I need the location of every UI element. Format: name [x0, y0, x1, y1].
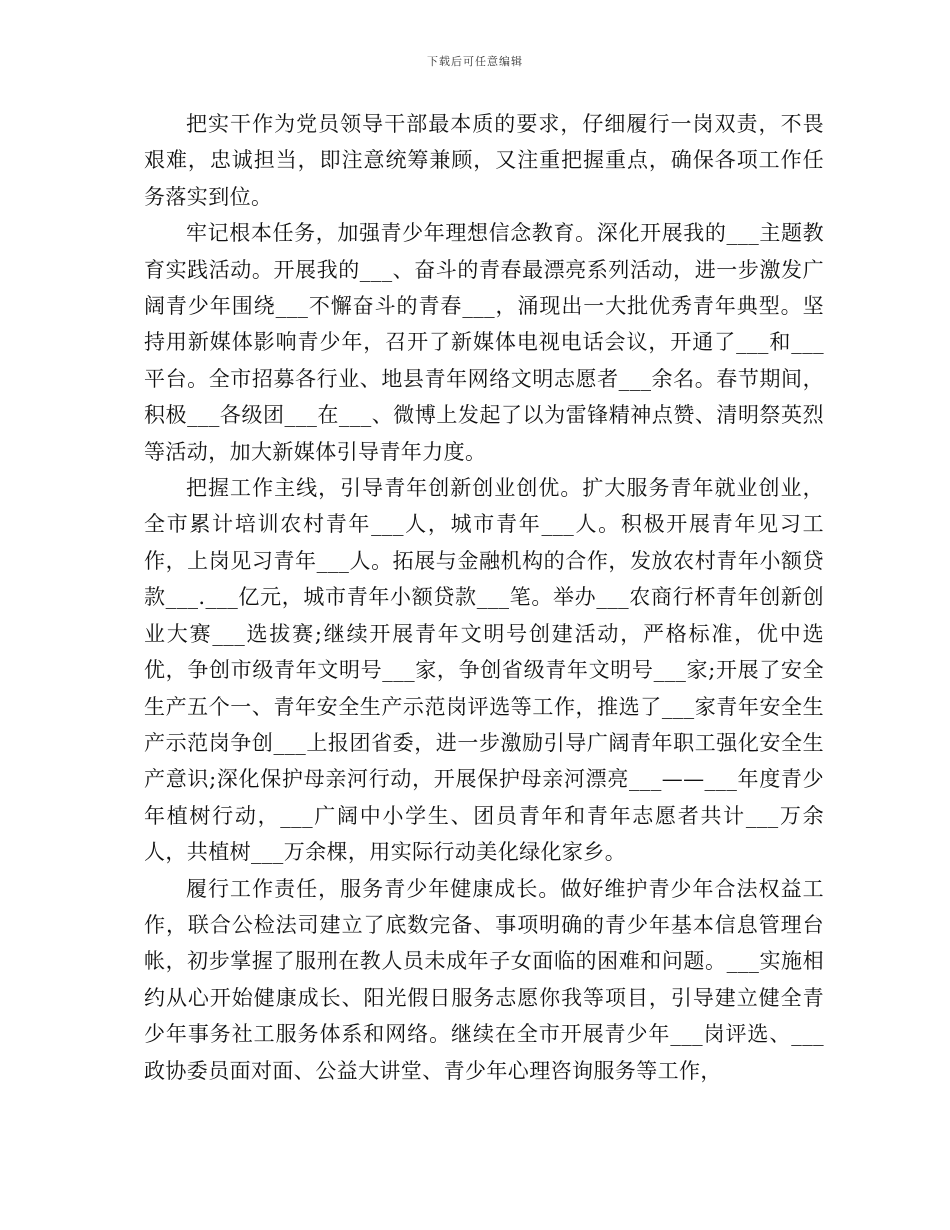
- paragraph-1: 把实干作为党员领导干部最本质的要求，仔细履行一岗双责，不畏艰难，忠诚担当，即注意统筹兼顾，又注重把握重点，确保各项工作任务落实到位。: [144, 112, 824, 209]
- paragraph-2: 牢记根本任务，加强青少年理想信念教育。深化开展我的___主题教育实践活动。开展我的___、奋斗的青春最漂亮系列活动，进一步激发广阔青少年围绕___不懈奋斗的青春___，涌现出一大批优秀青年典型。坚持用新媒体影响青少年，召开了新媒体电视电话会议，开通了___和___平台。全市招募各行业、地县青年网络文明志愿者___余名。春节期间，积极___各级团___在___、微博上发起了以为雷锋精神点赞、清明祭英烈等活动，加大新媒体引导青年力度。: [144, 221, 824, 464]
- document-body: [144, 106, 824, 1089]
- paragraph-3: 把握工作主线，引导青年创新创业创优。扩大服务青年就业创业，全市累计培训农村青年___人，城市青年___人。积极开展青年见习工作，上岗见习青年___人。拓展与金融机构的合作，发放农村青年小额贷款___.___亿元，城市青年小额贷款___笔。举办___农商行杯青年创新创业大赛___选拔赛;继续开展青年文明号创建活动，严格标准，优中选优，争创市级青年文明号___家，争创省级青年文明号___家;开展了安全生产五个一、青年安全生产示范岗评选等工作，推选了___家青年安全生产示范岗争创___上报团省委，进一步激励引导广阔青年职工强化安全生产意识;深化保护母亲河行动，开展保护母亲河漂亮___——___年度青少年植树行动，___广阔中小学生、团员青年和青年志愿者共计___万余人，共植树___万余棵，用实际行动美化绿化家乡。: [144, 476, 824, 865]
- paragraph-4: 履行工作责任，服务青少年健康成长。做好维护青少年合法权益工作，联合公检法司建立了底数完备、事项明确的青少年基本信息管理台帐，初步掌握了服刑在教人员未成年子女面临的困难和问题。___实施相约从心开始健康成长、阳光假日服务志愿你我等项目，引导建立健全青少年事务社工服务体系和网络。继续在全市开展青少年___岗评选、___政协委员面对面、公益大讲堂、青少年心理咨询服务等工作，: [144, 876, 824, 1083]
- page-header: 下载后可任意编辑: [427, 55, 523, 68]
